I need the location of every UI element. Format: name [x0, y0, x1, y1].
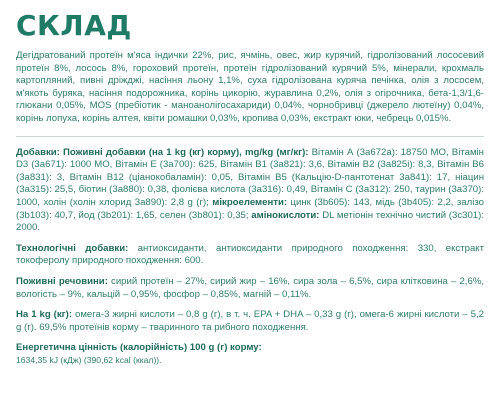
- page-title: СКЛАД: [16, 9, 132, 42]
- technological-additives-text: антиоксиданти, антиоксиданти природного походження: 330, екстракт токоферолу природного походження: 600.: [16, 242, 484, 267]
- ingredients-text: Дегідратований протеїн м'яса індички 22%, рис, ячмінь, овес, жир курячий, гідролізований лососевий протеїн 8%, лосось 8%, гороховий протеїн, протеїн гідролізований курячий 5%, мінерали, крохмаль картопляний, пивні дріжджі, насіння льону 1,1%, суха гідролізована куряча печінка, олія з лососем, м'якоть буряка, насіння подорожника, корінь цикорію, журавлина 0,2%, олія з огірочника, бета-1,3/1,6-глюкани 0,05%, MOS (пребіотик - маноанолігосахариди) 0,04%, чорнобривці (джерело лютеїну) 0,04%, корінь лопуха, корінь алтея, квіти ромашки 0,03%, кропива 0,03%, екстракт юки, чебрець 0,015%.: [16, 50, 484, 124]
- nutrients-label: Поживні речовини:: [16, 275, 108, 287]
- additives-text: Вітамін А (3a672a): 18750 МО, Вітамін D3 (3a671): 1000 МО, Вітамін Е (3a700): 625, Вітамін В1 (3a821): 3,6, Вітамін В2 (3a825i): 8,3, Вітамін В6 (3a831): 3, Вітамін В12 (ціанокобаламін): 0,05, Вітамін В5 (Кальцію-D-пантотенат 3a841): 17, ніацин (3a315): 25,5, біотин (3a880): 0,38, фолієва кислота (3a316): 0,49, Вітамін С (3a312): 250, таурин (3a370): 1000, холін (холін хлорид 3a890): 2,8 g (г);: [16, 146, 484, 208]
- amino-acids-label: амінокислоти:: [251, 209, 320, 221]
- energy-section: [16, 342, 484, 366]
- technological-additives-label: Технологічні добавки:: [16, 242, 129, 254]
- per-kg-text: омега-3 жирні кислоти – 0,8 g (г), в т. ч. EPA + DHA – 0,33 g (г), омега-6 жирні кислоти – 5,2 g (г). 69,5% протеїнів корму – тваринного та рибного походження.: [16, 309, 484, 333]
- additives-label: Добавки: Поживні добавки (на 1 kg (кг) корму), mg/kg (мг/кг):: [16, 146, 309, 158]
- additives-section: [16, 147, 484, 235]
- energy-text: 1634,35 kJ (кДж) (390,62 kcal (ккал)).: [16, 354, 162, 365]
- microelements-text: цинк (3b605): 143, мідь (3b405): 2,2, залізо (3b103): 40,7, йод (3b201): 1,65, селен (3b801): 0,35;: [16, 196, 484, 221]
- section-divider: [16, 136, 484, 137]
- nutrients-text: сирий протеїн – 27%, сирий жир – 16%, сира зола – 6,5%, сира клітковина – 2,6%, вологість – 9%, кальцій – 0,95%, фосфор – 0,85%, магній – 0,11%.: [16, 275, 484, 300]
- nutrients-section: [16, 276, 484, 301]
- per-kg-label: На 1 kg (кг):: [16, 309, 73, 321]
- technological-additives-section: [16, 243, 484, 268]
- microelements-label: мікроелементи:: [212, 196, 288, 208]
- amino-acids-text: DL метіонін технічно чистий (3c301): 2000.: [16, 209, 484, 234]
- per-kg-section: [16, 309, 484, 334]
- energy-label: Енергетична цінність (калорійність) 100 g (г) корму:: [16, 342, 262, 354]
